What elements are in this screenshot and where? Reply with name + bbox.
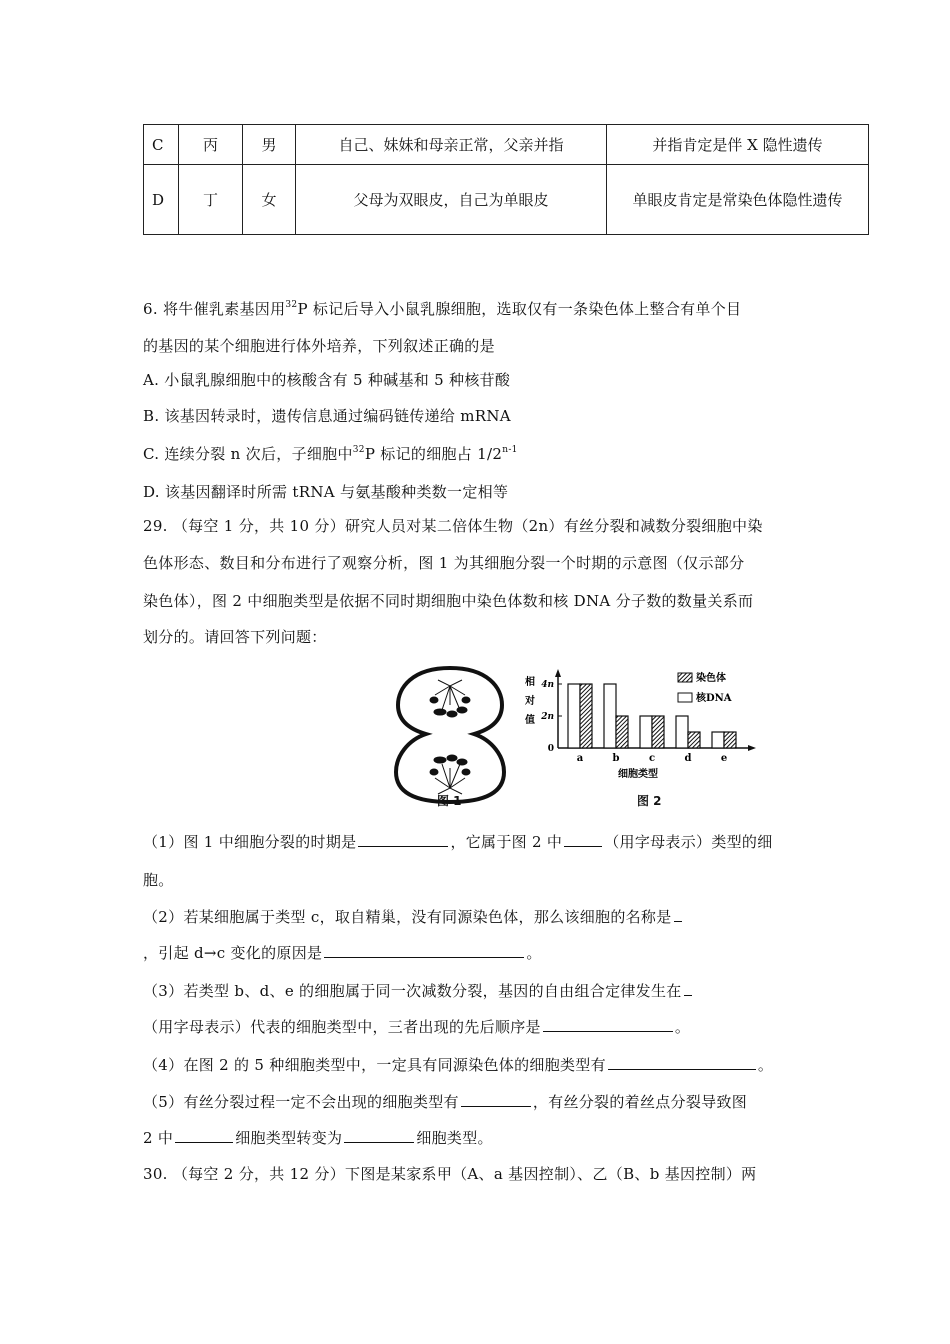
q30-stem-line1: 30. （每空 2 分，共 12 分）下图是某家系甲（A、a 基因控制）、乙（B、b 基因控制）两 xyxy=(143,1165,757,1183)
q6-option-b: B. 该基因转录时，遗传信息通过编码链传递给 mRNA xyxy=(143,407,511,425)
legend-label-chromosome: 染色体 xyxy=(696,673,726,684)
x-tick-label: d xyxy=(684,753,692,764)
y-axis-arrow xyxy=(555,669,561,677)
x-tick-label: e xyxy=(720,753,728,764)
figure-1-cell-diagram xyxy=(390,660,510,810)
q29-stem-line3: 染色体），图 2 中细胞类型是依据不同时期细胞中染色体数和核 DNA 分子数的数量关系而 xyxy=(143,592,754,610)
bar-chromosome-c xyxy=(652,716,664,748)
x-tick-label: a xyxy=(576,753,584,764)
q6-option-d: D. 该基因翻译时所需 tRNA 与氨基酸种类数一定相等 xyxy=(143,483,509,501)
chart-xlabel: 细胞类型 xyxy=(618,769,658,780)
answer-blank[interactable] xyxy=(674,907,682,922)
conclusion-cell: 并指肯定是伴 X 隐性遗传 xyxy=(607,125,869,165)
q6-option-c: C. 连续分裂 n 次后，子细胞中$^{32}$P 标记的细胞占 1/2$^{n-1}$ xyxy=(143,445,518,463)
genetics-table xyxy=(143,124,869,235)
person-cell: 丙 xyxy=(179,125,243,165)
q29-sub4: （4）在图 2 的 5 种细胞类型中，一定具有同源染色体的细胞类型有 。 xyxy=(143,1056,774,1074)
answer-blank[interactable] xyxy=(564,832,602,847)
legend-swatch-chromosome xyxy=(678,673,692,682)
sex-cell: 男 xyxy=(243,125,296,165)
x-tick-label: c xyxy=(648,753,656,764)
answer-blank[interactable] xyxy=(324,943,524,958)
q29-sub3-line1: （3）若类型 b、d、e 的细胞属于同一次减数分裂，基因的自由组合定律发生在 xyxy=(143,980,694,1001)
bar-chromosome-a xyxy=(580,684,592,748)
q29-stem-line2: 色体形态、数目和分布进行了观察分析，图 1 为其细胞分裂一个时期的示意图（仅示部分 xyxy=(143,554,745,572)
q6-option-a: A. 小鼠乳腺细胞中的核酸含有 5 种碱基和 5 种核苷酸 xyxy=(143,371,511,389)
chart-ylabel xyxy=(524,675,535,726)
q29-stem-line1: 29. （每空 1 分，共 10 分）研究人员对某二倍体生物（2n）有丝分裂和减数分裂细胞中染 xyxy=(143,517,763,535)
upper-chromosomes xyxy=(430,680,470,717)
q29-sub1-line1: （1）图 1 中细胞分裂的时期是 ，它属于图 2 中 （用字母表示）类型的细 xyxy=(143,833,773,851)
q29-sub5-line1: （5）有丝分裂过程一定不会出现的细胞类型有 ，有丝分裂的着丝点分裂导致图 xyxy=(143,1093,748,1111)
q29-sub3-line2: （用字母表示）代表的细胞类型中，三者出现的先后顺序是 。 xyxy=(143,1018,691,1036)
answer-blank[interactable] xyxy=(461,1092,531,1107)
lower-chromosomes xyxy=(430,755,470,794)
bar-dna-c xyxy=(640,716,652,748)
bar-chromosome-d xyxy=(688,732,700,748)
person-cell: 丁 xyxy=(179,165,243,235)
answer-blank[interactable] xyxy=(344,1128,414,1143)
q29-sub2-line1: （2）若某细胞属于类型 c，取自精巢，没有同源染色体，那么该细胞的名称是 xyxy=(143,906,684,927)
bar-dna-d xyxy=(676,716,688,748)
q29-sub2-line2: ，引起 d→c 变化的原因是 。 xyxy=(143,944,542,962)
q29-stem-line4: 划分的。请回答下列问题： xyxy=(143,628,327,646)
family-cell: 父母为双眼皮，自己为单眼皮 xyxy=(296,165,607,235)
legend-label-dna: 核DNA xyxy=(696,693,732,704)
bar-chromosome-b xyxy=(616,716,628,748)
bar-dna-e xyxy=(712,732,724,748)
chart-legend xyxy=(678,671,732,704)
y-tick-label: 4n xyxy=(541,680,554,690)
figure-2-caption: 图 2 xyxy=(637,794,662,808)
answer-blank[interactable] xyxy=(358,832,448,847)
legend-swatch-dna xyxy=(678,693,692,702)
q6-stem-line1: 6. 将牛催乳素基因用$^{32}$P 标记后导入小鼠乳腺细胞，选取仅有一条染色体上整合有单个目 xyxy=(143,300,742,318)
answer-blank[interactable] xyxy=(543,1017,673,1032)
chart-ylabel-char: 相 xyxy=(525,677,535,688)
answer-blank[interactable] xyxy=(684,981,692,996)
bar-chromosome-e xyxy=(724,732,736,748)
bar-dna-a xyxy=(568,684,580,748)
sex-cell: 女 xyxy=(243,165,296,235)
option-cell: D xyxy=(144,165,179,235)
family-cell: 自己、妹妹和母亲正常，父亲并指 xyxy=(296,125,607,165)
table-row xyxy=(144,125,869,165)
y-tick-label: 2n xyxy=(541,712,554,722)
x-tick-label: b xyxy=(612,753,620,764)
answer-blank[interactable] xyxy=(175,1128,233,1143)
q29-sub5-line2: 2 中 细胞类型转变为 细胞类型。 xyxy=(143,1129,493,1147)
answer-blank[interactable] xyxy=(608,1055,756,1070)
q6-stem-line2: 的基因的某个细胞进行体外培养，下列叙述正确的是 xyxy=(143,337,495,355)
y-tick-label: 0 xyxy=(547,744,554,754)
chart-ylabel-char: 对 xyxy=(525,696,535,707)
chart-ylabel-char: 值 xyxy=(525,715,535,726)
x-axis-arrow xyxy=(748,745,756,751)
conclusion-cell: 单眼皮肯定是常染色体隐性遗传 xyxy=(607,165,869,235)
table-row xyxy=(144,165,869,235)
q29-sub1-line2: 胞。 xyxy=(143,871,174,889)
option-cell: C xyxy=(144,125,179,165)
bar-dna-b xyxy=(604,684,616,748)
figure-1-caption: 图 1 xyxy=(437,794,462,808)
